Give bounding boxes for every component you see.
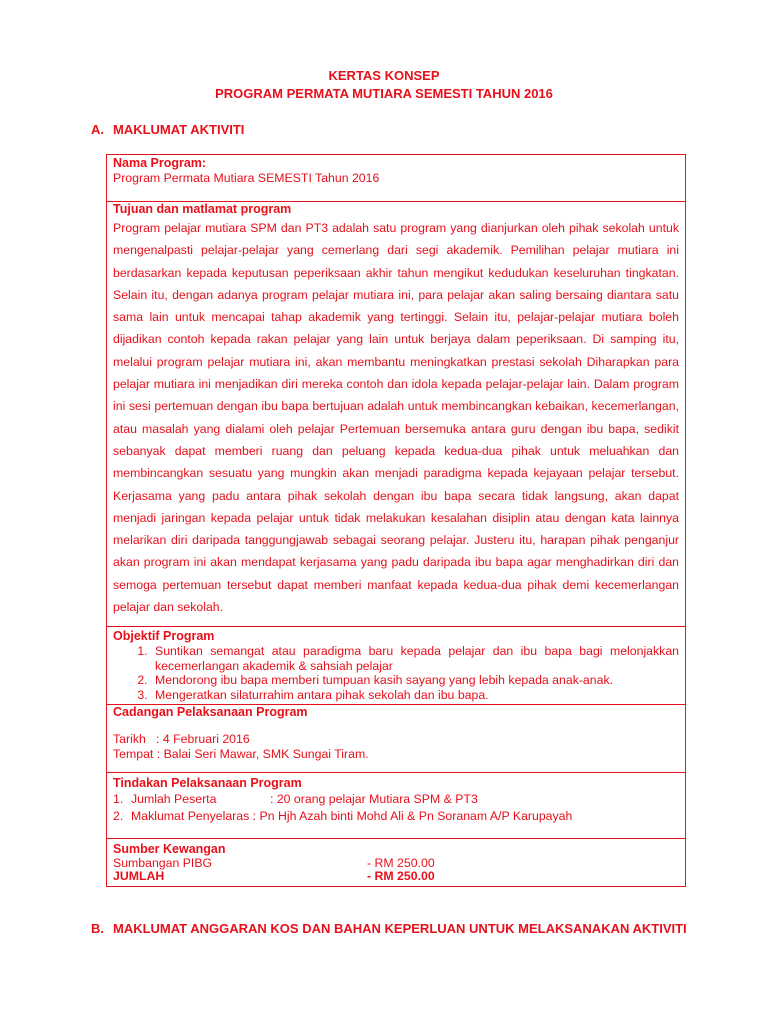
sumber-total-value: - RM 250.00 (367, 869, 435, 884)
tindakan-row-item (113, 808, 679, 825)
objektif-cell (107, 627, 686, 705)
sumber-total-line (113, 870, 679, 884)
objektif-item: 2. Mendorong ibu bapa memberi tumpuan kasih sayang yang lebih kepada anak-anak. (151, 673, 679, 687)
sumber-row (107, 838, 686, 886)
tindakan-value: : Pn Hjh Azah binti Mohd Ali & Pn Soranam A/P Karupayah (249, 808, 573, 823)
nama-program-row (107, 155, 686, 202)
nama-program-cell (107, 155, 686, 202)
nama-program-value: Program Permata Mutiara SEMESTI Tahun 2016 (113, 171, 380, 185)
tujuan-paragraph: Program pelajar mutiara SPM dan PT3 adalah satu program yang dianjurkan oleh pihak sekolah untuk mengenalpasti pelajar-pelajar yang cemerlang dari segi akademik. Pemilihan pelajar mutiara ini berdasarkan kepada keputusan peperiksaan akhir tahun mengikut kedudukan keseluruhan tingkatan. Selain itu, dengan adanya program pelajar mutiara ini, para pelajar akan saling bersaing diantara satu sama lain untuk mencapai tahap akademik yang tertinggi. Selain itu, pelajar-pelajar mutiara boleh dijadikan contoh kepada rakan pelajar yang lain untuk berjaya dalam peperiksaan. Di samping itu, melalui program pelajar mutiara ini, akan membantu meningkatkan prestasi sekolah Diharapkan para pelajar mutiara ini menjadikan diri mereka contoh dan idola kepada pelajar-pelajar lain. Dalam program ini sesi pertemuan dengan ibu bapa bertujuan adalah untuk membincangkan kebaikan, kecemerlangan, atau masalah yang dialami oleh pelajar Pertemuan bersemuka antara guru dengan ibu bapa, sedikit sebanyak dapat memberi ruang dan peluang kepada kedua-dua pihak untuk meluahkan dan membincangkan sesuatu yang mungkin akan menjadi paradigma kepada kejayaan pelajar tersebut. Kerjasama yang padu antara pihak sekolah dengan ibu bapa secara tidak langsung, akan dapat menjadi jaringan kepada pelajar untuk tidak melakukan kesalahan disiplin atau dengan kata lainnya melarikan diri daripada tanggungjawab sebagai seorang pelajar. Justeru itu, harapan pihak penganjur akan program ini akan mendapat kerjasama yang padu daripada ibu bapa agar menghadirkan diri dan semoga pertemuan tersebut dapat memberi manfaat kepada kedua-dua pihak demi kecemerlangan pelajar dan sekolah. (113, 221, 679, 615)
tindakan-value: : 20 orang pelajar Mutiara SPM & PT3 (270, 791, 478, 806)
tindakan-key: Maklumat Penyelaras (131, 808, 250, 823)
sumber-cell (107, 838, 686, 886)
document-subtitle: PROGRAM PERMATA MUTIARA SEMESTI TAHUN 2016 (215, 86, 553, 101)
sumber-total-key: JUMLAH (113, 869, 165, 884)
tujuan-heading: Tujuan dan matlamat program (113, 202, 292, 216)
tindakan-number: 1. (113, 791, 124, 806)
objektif-heading: Objektif Program (113, 629, 215, 644)
objektif-item: 3. Mengeratkan silaturrahim antara pihak sekolah dan ibu bapa. (151, 688, 679, 702)
sumber-key: Sumbangan PIBG (113, 855, 213, 870)
section-b-letter: B. (91, 921, 104, 936)
sumber-value: - RM 250.00 (367, 855, 435, 870)
objektif-list (113, 644, 679, 702)
cadangan-heading: Cadangan Pelaksanaan Program (113, 704, 308, 719)
objektif-item: 1. Suntikan semangat atau paradigma baru kepada pelajar dan ibu bapa bagi melonjakkan kecemerlangan akademik & sahsiah pelajar (151, 644, 679, 673)
tindakan-key: Jumlah Peserta (131, 791, 217, 806)
cadangan-cell (107, 704, 686, 772)
tindakan-row-item (113, 791, 679, 808)
section-b-title: MAKLUMAT ANGGARAN KOS DAN BAHAN KEPERLUAN UNTUK MELAKSANAKAN AKTIVITI (113, 921, 687, 936)
tindakan-cell (107, 772, 686, 838)
sumber-line (113, 857, 679, 871)
sumber-heading: Sumber Kewangan (113, 841, 226, 856)
activity-info-table (106, 154, 686, 887)
cadangan-tempat: Tempat : Balai Seri Mawar, SMK Sungai Tiram. (113, 746, 369, 761)
objektif-row (107, 627, 686, 705)
cadangan-row (107, 704, 686, 772)
cadangan-tarikh: Tarikh : 4 Februari 2016 (113, 731, 250, 746)
nama-program-heading: Nama Program: (113, 156, 207, 170)
document-title: KERTAS KONSEP (328, 68, 440, 83)
section-b-heading (91, 921, 687, 936)
tindakan-heading: Tindakan Pelaksanaan Program (113, 775, 302, 790)
section-a-letter: A. (91, 122, 104, 137)
section-a-title: MAKLUMAT AKTIVITI (113, 122, 245, 137)
tindakan-number: 2. (113, 808, 124, 823)
tujuan-cell (107, 202, 686, 627)
section-a-heading (91, 122, 244, 137)
tujuan-row (107, 202, 686, 627)
tindakan-row (107, 772, 686, 838)
